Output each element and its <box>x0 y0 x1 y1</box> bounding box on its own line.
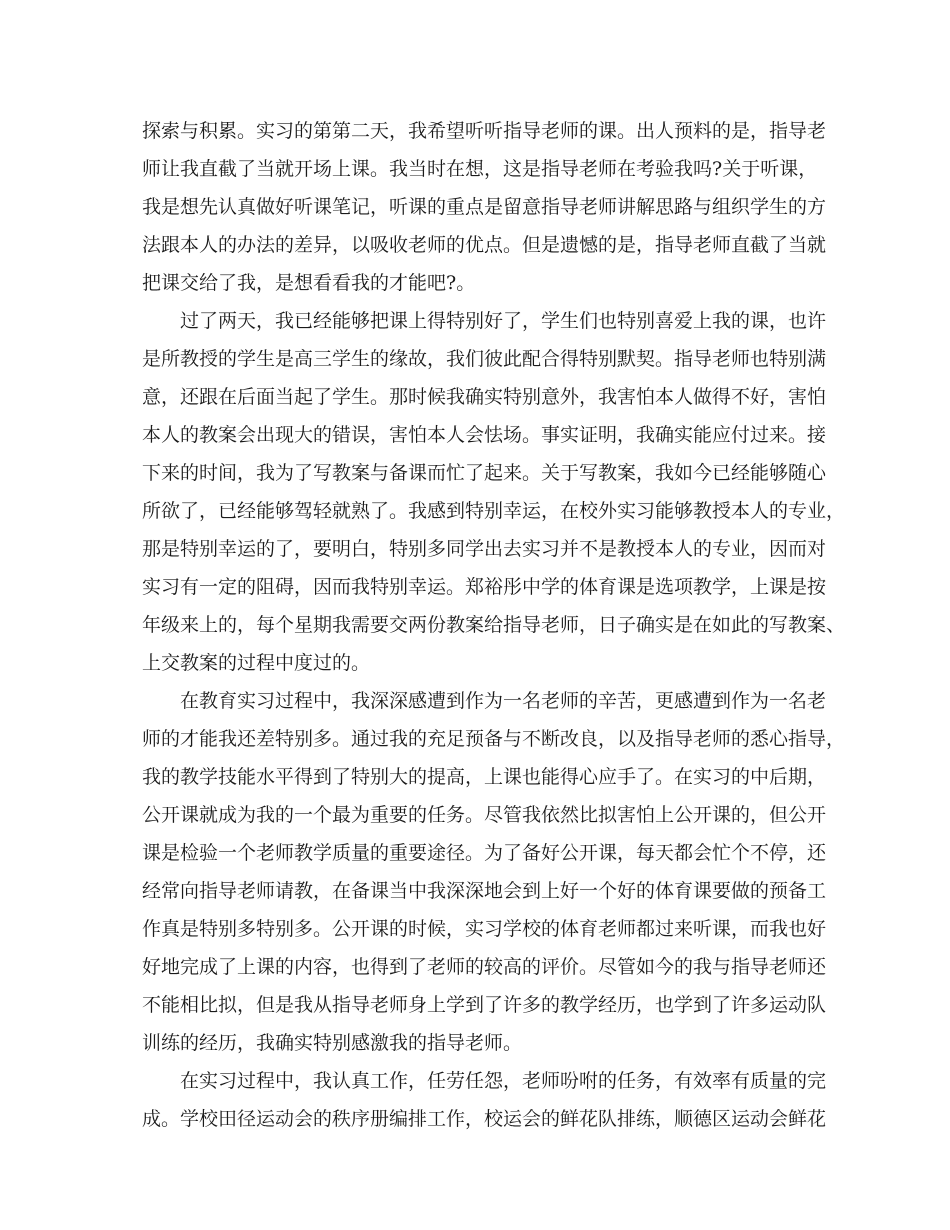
text-line: 师让我直截了当就开场上课。我当时在想，这是指导老师在考验我吗?关于听课， <box>142 158 818 180</box>
text-line: 年级来上的，每个星期我需要交两份教案给指导老师，日子确实是在如此的写教案、 <box>142 614 846 636</box>
text-line: 经常向指导老师请教，在备课当中我深深地会到上好一个好的体育课要做的预备工 <box>142 880 827 902</box>
text-line: 师的才能我还差特别多。通过我的充足预备与不断改良，以及指导老师的悉心指导， <box>142 728 846 750</box>
document-body <box>142 112 846 1138</box>
text-line: 不能相比拟，但是我从指导老师身上学到了许多的教学经历，也学到了许多运动队 <box>142 994 827 1016</box>
text-line: 那是特别幸运的了，要明白，特别多同学出去实习并不是教授本人的专业，因而对 <box>142 538 827 560</box>
text-line: 探索与积累。实习的第第二天，我希望听听指导老师的课。出人预料的是，指导老 <box>142 120 827 142</box>
text-line: 意，还跟在后面当起了学生。那时候我确实特别意外，我害怕本人做得不好，害怕 <box>142 386 827 408</box>
text-line: 课是检验一个老师教学质量的重要途径。为了备好公开课，每天都会忙个不停，还 <box>142 842 827 864</box>
text-line: 实习有一定的阻碍，因而我特别幸运。郑裕彤中学的体育课是选项教学，上课是按 <box>142 576 827 598</box>
paragraph-first-line: 在教育实习过程中，我深深感遭到作为一名老师的辛苦，更感遭到作为一名老 <box>180 690 827 712</box>
paragraph-first-line: 过了两天，我已经能够把课上得特别好了，学生们也特别喜爱上我的课，也许 <box>180 310 827 332</box>
text-line: 把课交给了我，是想看看我的才能吧?。 <box>142 272 476 294</box>
text-line: 是所教授的学生是高三学生的缘故，我们彼此配合得特别默契。指导老师也特别满 <box>142 348 827 370</box>
text-line: 成。学校田径运动会的秩序册编排工作，校运会的鲜花队排练，顺德区运动会鲜花 <box>142 1108 827 1130</box>
text-line: 所欲了，已经能够驾轻就熟了。我感到特别幸运，在校外实习能够教授本人的专业， <box>142 500 846 522</box>
text-line: 公开课就成为我的一个最为重要的任务。尽管我依然比拟害怕上公开课的，但公开 <box>142 804 827 826</box>
text-line: 本人的教案会出现大的错误，害怕本人会怯场。事实证明，我确实能应付过来。接 <box>142 424 827 446</box>
paragraph-first-line: 在实习过程中，我认真工作，任劳任怨，老师吩咐的任务，有效率有质量的完 <box>180 1070 827 1092</box>
text-line: 我是想先认真做好听课笔记，听课的重点是留意指导老师讲解思路与组织学生的方 <box>142 196 827 218</box>
text-line: 我的教学技能水平得到了特别大的提高，上课也能得心应手了。在实习的中后期， <box>142 766 827 788</box>
text-line: 上交教案的过程中度过的。 <box>142 652 371 674</box>
text-line: 下来的时间，我为了写教案与备课而忙了起来。关于写教案，我如今已经能够随心 <box>142 462 827 484</box>
text-line: 法跟本人的办法的差异，以吸收老师的优点。但是遗憾的是，指导老师直截了当就 <box>142 234 827 256</box>
text-line: 好地完成了上课的内容，也得到了老师的较高的评价。尽管如今的我与指导老师还 <box>142 956 827 978</box>
text-line: 作真是特别多特别多。公开课的时候，实习学校的体育老师都过来听课，而我也好 <box>142 918 827 940</box>
text-line: 训练的经历，我确实特别感激我的指导老师。 <box>142 1032 523 1054</box>
